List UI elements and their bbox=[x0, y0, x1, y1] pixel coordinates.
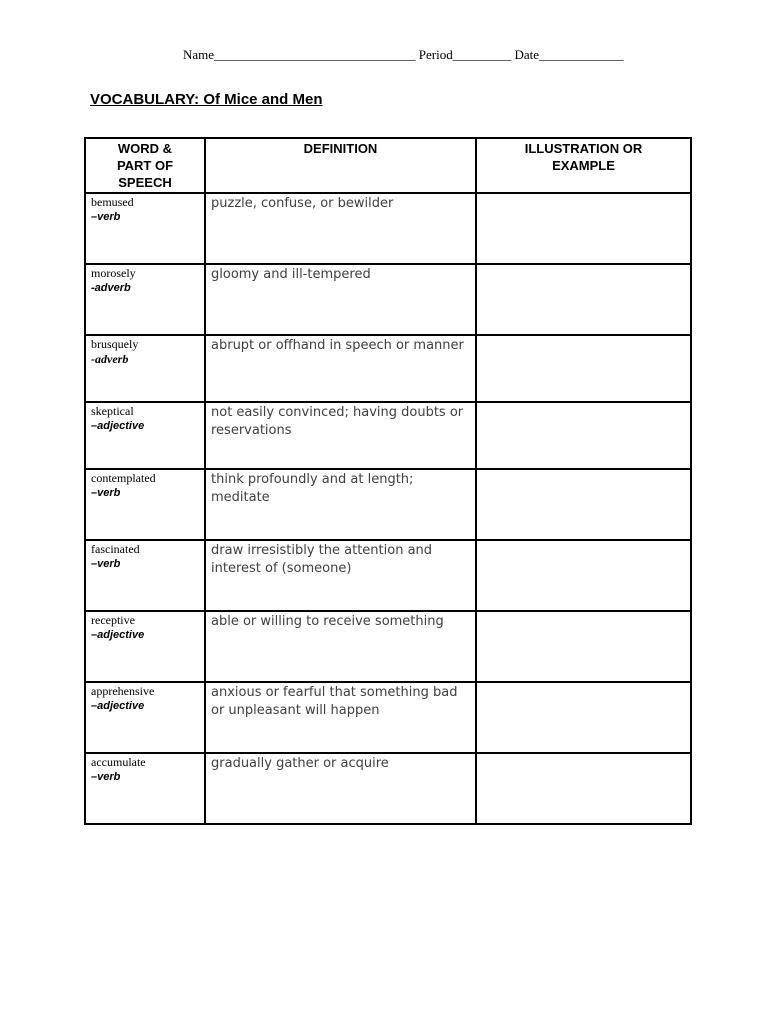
vocab-word: brusquely bbox=[91, 337, 139, 351]
illustration-cell[interactable] bbox=[476, 540, 691, 611]
word-cell bbox=[85, 264, 205, 335]
column-header-definition-line: DEFINITION bbox=[303, 141, 378, 156]
definition-cell: able or willing to receive something bbox=[205, 611, 476, 682]
vocab-word: bemused bbox=[91, 195, 134, 209]
table-row bbox=[85, 611, 691, 682]
vocab-word: fascinated bbox=[91, 542, 140, 556]
column-header-word-line: SPEECH bbox=[118, 175, 172, 190]
vocab-word: receptive bbox=[91, 613, 135, 627]
word-cell bbox=[85, 402, 205, 469]
illustration-cell[interactable] bbox=[476, 402, 691, 469]
vocabulary-table bbox=[84, 137, 692, 825]
illustration-cell[interactable] bbox=[476, 682, 691, 753]
vocab-word: apprehensive bbox=[91, 684, 155, 698]
table-row bbox=[85, 264, 691, 335]
vocab-word: morosely bbox=[91, 266, 136, 280]
column-header-word-line: WORD & bbox=[117, 141, 173, 156]
word-cell bbox=[85, 193, 205, 264]
name-period-date-line: Name_______________________________ Period_________ Date_____________ bbox=[183, 47, 624, 62]
word-cell bbox=[85, 469, 205, 540]
column-header-word-line: PART OF bbox=[116, 158, 174, 173]
table-row bbox=[85, 753, 691, 824]
definition-cell: gloomy and ill-tempered bbox=[205, 264, 476, 335]
word-cell bbox=[85, 540, 205, 611]
word-cell bbox=[85, 335, 205, 402]
illustration-cell[interactable] bbox=[476, 264, 691, 335]
part-of-speech: -adverb bbox=[91, 352, 129, 366]
table-row bbox=[85, 402, 691, 469]
illustration-cell[interactable] bbox=[476, 193, 691, 264]
definition-cell: draw irresistibly the attention and interest of (someone) bbox=[205, 540, 476, 611]
column-header-word bbox=[85, 138, 205, 193]
part-of-speech: –adjective bbox=[91, 700, 145, 712]
column-header-illustration-line: EXAMPLE bbox=[552, 158, 615, 173]
definition-cell: anxious or fearful that something bad or unpleasant will happen bbox=[205, 682, 476, 753]
word-cell bbox=[85, 753, 205, 824]
word-cell bbox=[85, 611, 205, 682]
table-row bbox=[85, 540, 691, 611]
illustration-cell[interactable] bbox=[476, 753, 691, 824]
word-cell bbox=[85, 682, 205, 753]
column-header-definition bbox=[205, 138, 476, 193]
table-row bbox=[85, 193, 691, 264]
table-row bbox=[85, 469, 691, 540]
column-header-illustration bbox=[476, 138, 691, 193]
page-title: VOCABULARY: Of Mice and Men bbox=[90, 91, 323, 108]
table-header-row bbox=[85, 138, 691, 193]
illustration-cell[interactable] bbox=[476, 611, 691, 682]
part-of-speech: –verb bbox=[91, 558, 121, 570]
illustration-cell[interactable] bbox=[476, 469, 691, 540]
part-of-speech: -adverb bbox=[91, 282, 131, 294]
table-row bbox=[85, 682, 691, 753]
definition-cell: abrupt or offhand in speech or manner bbox=[205, 335, 476, 402]
definition-cell: puzzle, confuse, or bewilder bbox=[205, 193, 476, 264]
part-of-speech: –verb bbox=[91, 211, 121, 223]
table-row bbox=[85, 335, 691, 402]
definition-cell: not easily convinced; having doubts or reservations bbox=[205, 402, 476, 469]
illustration-cell[interactable] bbox=[476, 335, 691, 402]
definition-cell: gradually gather or acquire bbox=[205, 753, 476, 824]
part-of-speech: –adjective bbox=[91, 420, 145, 432]
part-of-speech: –verb bbox=[91, 487, 121, 499]
part-of-speech: –adjective bbox=[91, 629, 145, 641]
vocab-word: skeptical bbox=[91, 404, 134, 418]
vocab-word: contemplated bbox=[91, 471, 156, 485]
vocab-word: accumulate bbox=[91, 755, 146, 769]
column-header-illustration-line: ILLUSTRATION OR bbox=[524, 141, 643, 156]
definition-cell: think profoundly and at length; meditate bbox=[205, 469, 476, 540]
part-of-speech: –verb bbox=[91, 771, 121, 783]
